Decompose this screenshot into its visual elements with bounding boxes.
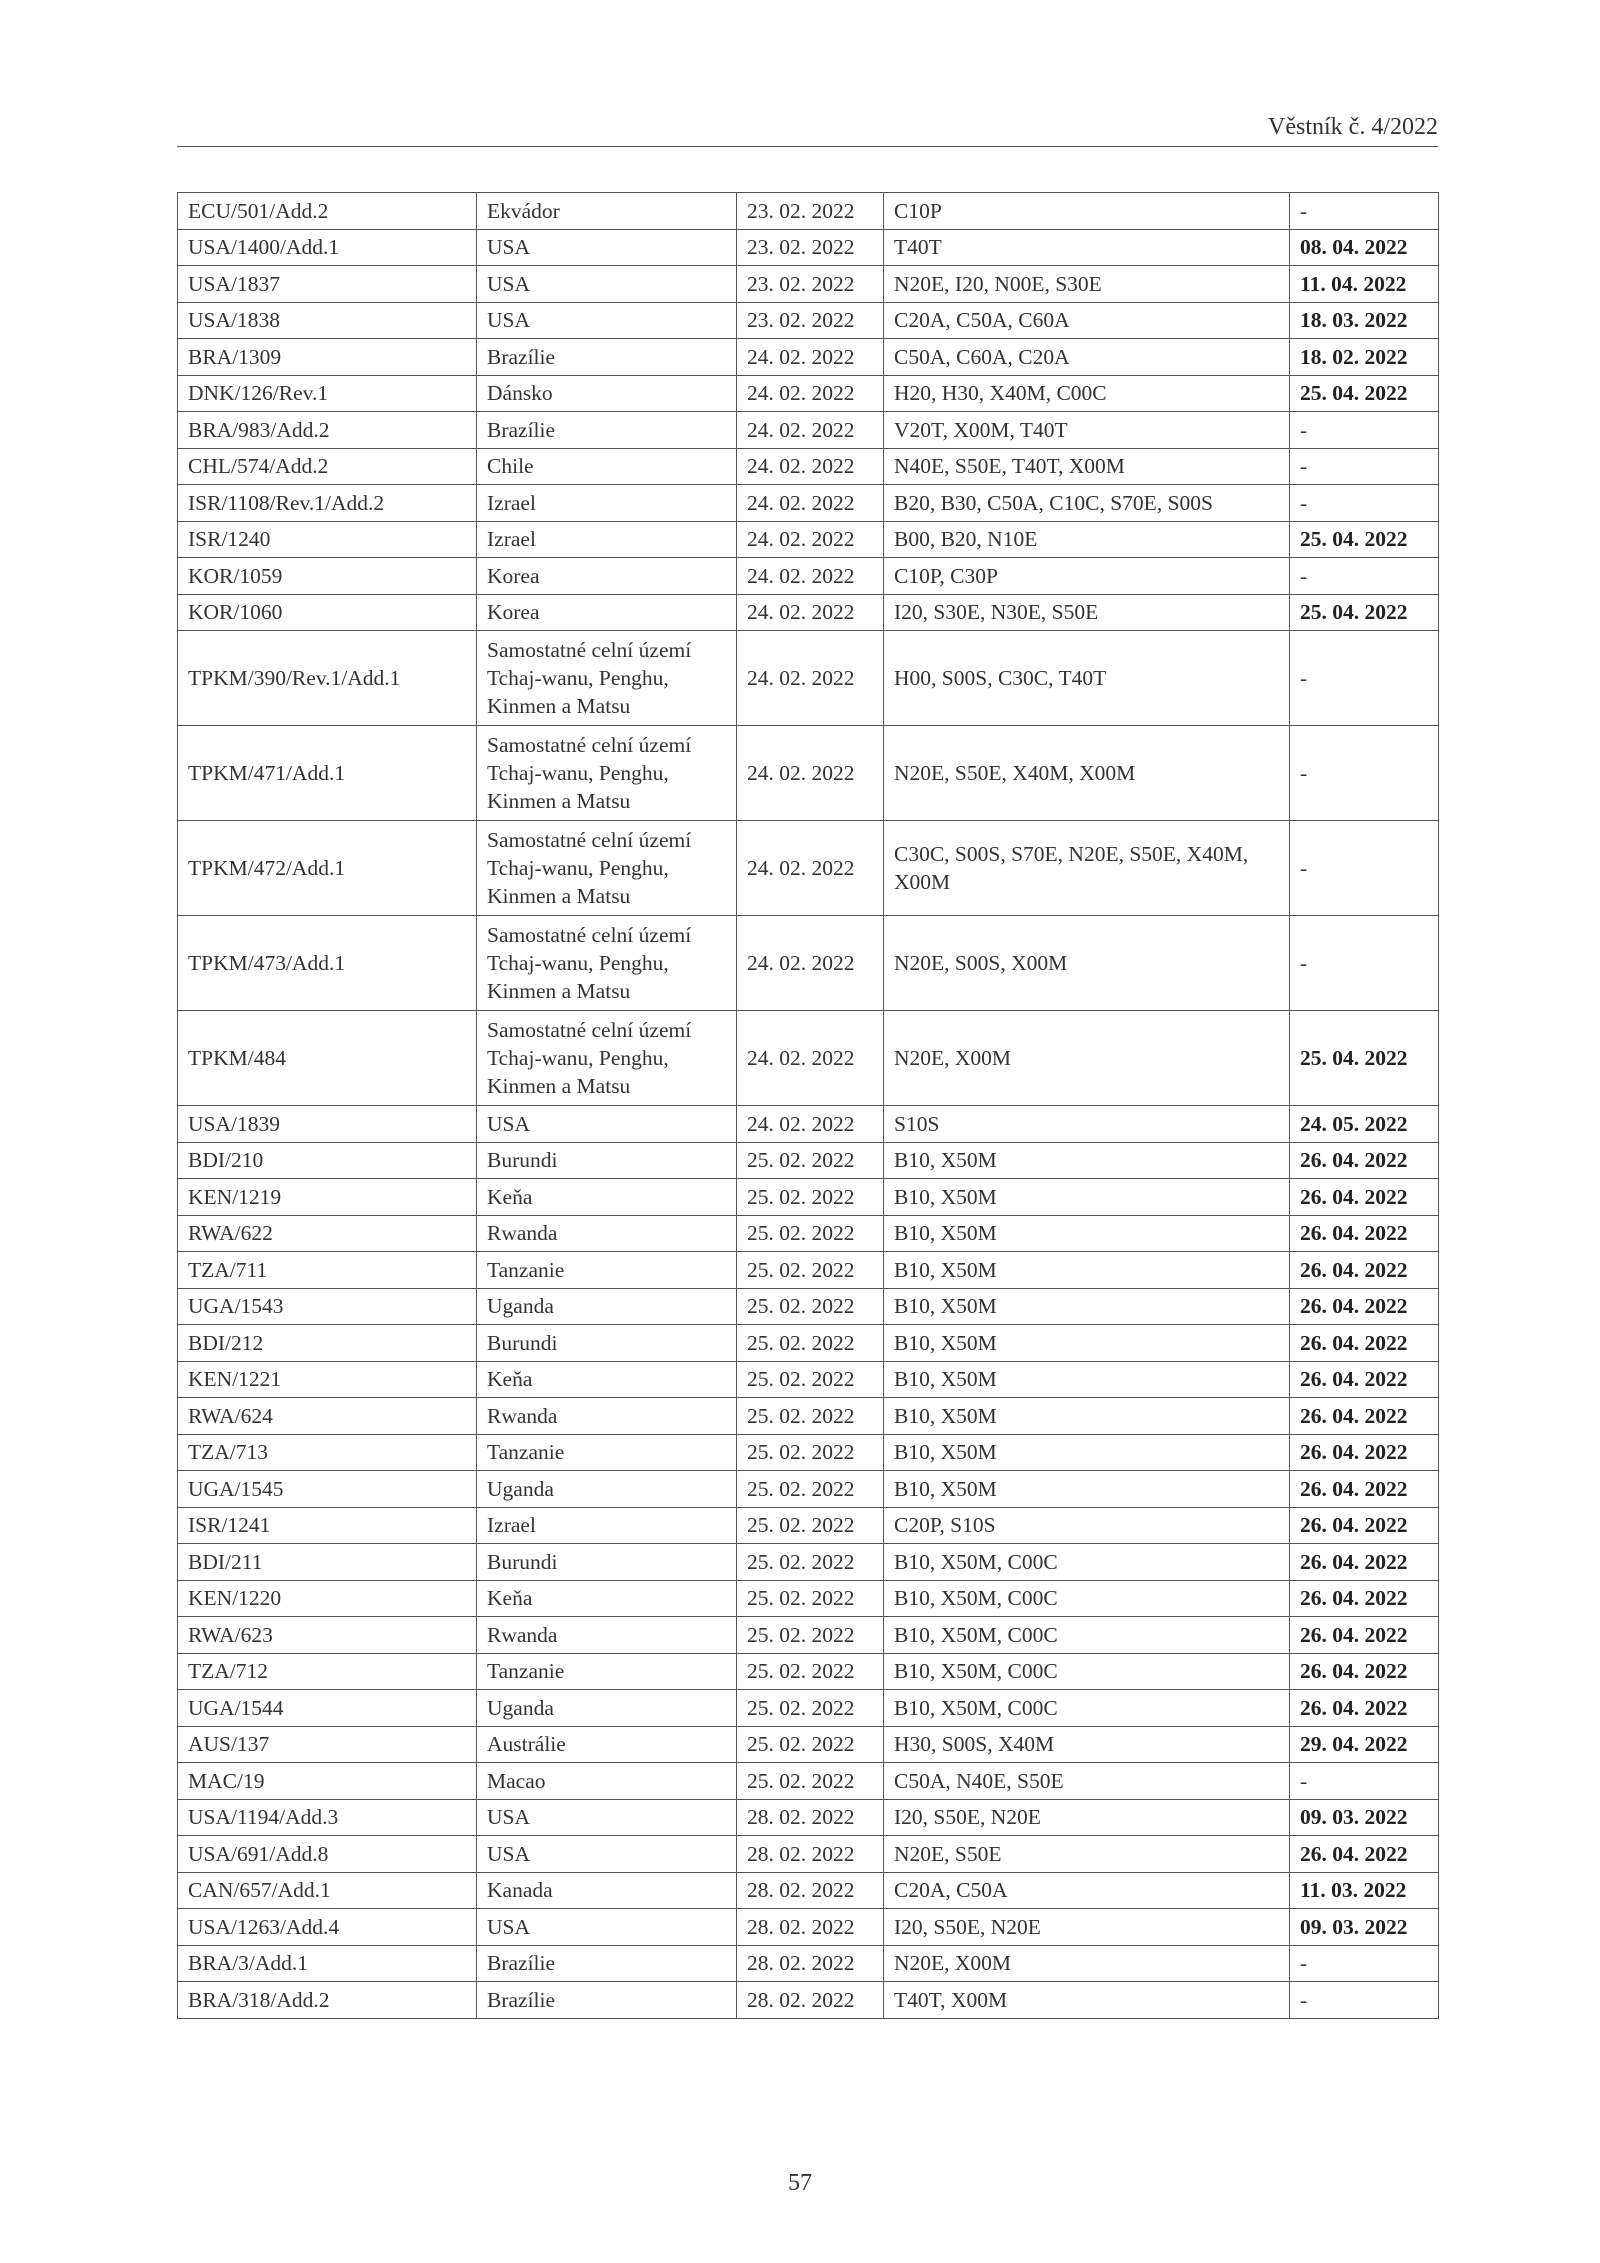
cell-codes: S10S: [884, 1106, 1290, 1143]
cell-codes: N20E, X00M: [884, 1945, 1290, 1982]
cell-codes: B10, X50M: [884, 1398, 1290, 1435]
cell-date: 25. 02. 2022: [737, 1398, 884, 1435]
cell-document-number: TZA/713: [178, 1434, 477, 1471]
cell-codes: C20A, C50A: [884, 1872, 1290, 1909]
cell-date: 25. 02. 2022: [737, 1544, 884, 1581]
cell-codes: B10, X50M: [884, 1325, 1290, 1362]
cell-document-number: UGA/1545: [178, 1471, 477, 1508]
cell-country: USA: [477, 229, 737, 266]
cell-codes: I20, S50E, N20E: [884, 1909, 1290, 1946]
cell-document-number: USA/1263/Add.4: [178, 1909, 477, 1946]
cell-document-number: USA/1194/Add.3: [178, 1799, 477, 1836]
cell-document-number: KOR/1059: [178, 558, 477, 595]
cell-country: USA: [477, 1836, 737, 1873]
cell-date: 24. 02. 2022: [737, 1106, 884, 1143]
cell-deadline: 26. 04. 2022: [1290, 1179, 1439, 1216]
cell-date: 25. 02. 2022: [737, 1288, 884, 1325]
cell-country: Keňa: [477, 1179, 737, 1216]
cell-date: 24. 02. 2022: [737, 594, 884, 631]
cell-deadline: 26. 04. 2022: [1290, 1617, 1439, 1654]
cell-codes: B10, X50M, C00C: [884, 1617, 1290, 1654]
cell-codes: H00, S00S, C30C, T40T: [884, 631, 1290, 726]
cell-deadline: -: [1290, 412, 1439, 449]
cell-deadline: 25. 04. 2022: [1290, 1011, 1439, 1106]
cell-date: 25. 02. 2022: [737, 1215, 884, 1252]
table-row: [178, 916, 1439, 1011]
page-header: [177, 110, 1438, 147]
cell-document-number: CAN/657/Add.1: [178, 1872, 477, 1909]
cell-codes: B10, X50M, C00C: [884, 1544, 1290, 1581]
cell-deadline: 24. 05. 2022: [1290, 1106, 1439, 1143]
cell-country: USA: [477, 1106, 737, 1143]
cell-date: 28. 02. 2022: [737, 1872, 884, 1909]
cell-country: Austrálie: [477, 1726, 737, 1763]
cell-deadline: 08. 04. 2022: [1290, 229, 1439, 266]
cell-deadline: 26. 04. 2022: [1290, 1507, 1439, 1544]
cell-codes: I20, S50E, N20E: [884, 1799, 1290, 1836]
cell-codes: B10, X50M: [884, 1142, 1290, 1179]
cell-country: Burundi: [477, 1544, 737, 1581]
table-row: [178, 1288, 1439, 1325]
cell-deadline: 26. 04. 2022: [1290, 1142, 1439, 1179]
cell-country: USA: [477, 302, 737, 339]
cell-date: 24. 02. 2022: [737, 521, 884, 558]
cell-date: 23. 02. 2022: [737, 229, 884, 266]
table-row: [178, 1507, 1439, 1544]
cell-deadline: 09. 03. 2022: [1290, 1909, 1439, 1946]
cell-document-number: UGA/1543: [178, 1288, 477, 1325]
cell-codes: T40T: [884, 229, 1290, 266]
cell-codes: B10, X50M: [884, 1252, 1290, 1289]
cell-deadline: 29. 04. 2022: [1290, 1726, 1439, 1763]
cell-date: 24. 02. 2022: [737, 339, 884, 376]
cell-deadline: -: [1290, 631, 1439, 726]
table-row: [178, 1580, 1439, 1617]
cell-document-number: USA/691/Add.8: [178, 1836, 477, 1873]
cell-country: Burundi: [477, 1325, 737, 1362]
cell-deadline: 18. 03. 2022: [1290, 302, 1439, 339]
cell-deadline: -: [1290, 448, 1439, 485]
cell-document-number: BRA/983/Add.2: [178, 412, 477, 449]
cell-deadline: 25. 04. 2022: [1290, 375, 1439, 412]
table-row: [178, 1690, 1439, 1727]
cell-country: Rwanda: [477, 1215, 737, 1252]
cell-document-number: USA/1837: [178, 266, 477, 303]
cell-date: 25. 02. 2022: [737, 1690, 884, 1727]
cell-document-number: BDI/212: [178, 1325, 477, 1362]
cell-document-number: TPKM/390/Rev.1/Add.1: [178, 631, 477, 726]
cell-deadline: -: [1290, 1763, 1439, 1800]
cell-date: 25. 02. 2022: [737, 1252, 884, 1289]
table-row: [178, 412, 1439, 449]
cell-country: Macao: [477, 1763, 737, 1800]
cell-document-number: USA/1839: [178, 1106, 477, 1143]
cell-codes: N20E, S50E, X40M, X00M: [884, 726, 1290, 821]
cell-date: 23. 02. 2022: [737, 193, 884, 230]
table-row: [178, 594, 1439, 631]
cell-deadline: 26. 04. 2022: [1290, 1544, 1439, 1581]
table-row: [178, 1325, 1439, 1362]
cell-date: 25. 02. 2022: [737, 1361, 884, 1398]
cell-codes: B10, X50M, C00C: [884, 1580, 1290, 1617]
cell-document-number: DNK/126/Rev.1: [178, 375, 477, 412]
cell-date: 24. 02. 2022: [737, 726, 884, 821]
cell-codes: H20, H30, X40M, C00C: [884, 375, 1290, 412]
cell-document-number: TPKM/484: [178, 1011, 477, 1106]
table-row: [178, 1836, 1439, 1873]
cell-country: Kanada: [477, 1872, 737, 1909]
table-body: [178, 193, 1439, 2019]
cell-date: 25. 02. 2022: [737, 1617, 884, 1654]
cell-date: 24. 02. 2022: [737, 1011, 884, 1106]
cell-document-number: BRA/318/Add.2: [178, 1982, 477, 2019]
cell-country: USA: [477, 266, 737, 303]
cell-codes: B10, X50M: [884, 1288, 1290, 1325]
table-row: [178, 1726, 1439, 1763]
cell-codes: C10P: [884, 193, 1290, 230]
cell-date: 24. 02. 2022: [737, 448, 884, 485]
cell-date: 28. 02. 2022: [737, 1799, 884, 1836]
cell-deadline: -: [1290, 1945, 1439, 1982]
table-row: [178, 1945, 1439, 1982]
cell-codes: C50A, N40E, S50E: [884, 1763, 1290, 1800]
cell-document-number: ECU/501/Add.2: [178, 193, 477, 230]
cell-deadline: 26. 04. 2022: [1290, 1361, 1439, 1398]
cell-document-number: TZA/711: [178, 1252, 477, 1289]
table-row: [178, 1434, 1439, 1471]
cell-codes: N20E, S50E: [884, 1836, 1290, 1873]
cell-date: 28. 02. 2022: [737, 1909, 884, 1946]
page-number: 57: [788, 2170, 812, 2196]
table-row: [178, 1215, 1439, 1252]
cell-date: 25. 02. 2022: [737, 1507, 884, 1544]
cell-country: Uganda: [477, 1288, 737, 1325]
cell-codes: C20P, S10S: [884, 1507, 1290, 1544]
table-row: [178, 1361, 1439, 1398]
table-row: [178, 485, 1439, 522]
cell-date: 24. 02. 2022: [737, 631, 884, 726]
cell-country: Ekvádor: [477, 193, 737, 230]
table-row: [178, 631, 1439, 726]
cell-document-number: ISR/1240: [178, 521, 477, 558]
cell-document-number: USA/1838: [178, 302, 477, 339]
cell-document-number: ISR/1241: [178, 1507, 477, 1544]
cell-date: 25. 02. 2022: [737, 1434, 884, 1471]
table-row: [178, 1909, 1439, 1946]
cell-date: 25. 02. 2022: [737, 1142, 884, 1179]
cell-codes: B10, X50M, C00C: [884, 1653, 1290, 1690]
cell-deadline: 26. 04. 2022: [1290, 1252, 1439, 1289]
cell-document-number: TPKM/473/Add.1: [178, 916, 477, 1011]
cell-date: 25. 02. 2022: [737, 1726, 884, 1763]
table-row: [178, 1653, 1439, 1690]
cell-country: Korea: [477, 594, 737, 631]
cell-deadline: -: [1290, 1982, 1439, 2019]
cell-codes: B10, X50M: [884, 1179, 1290, 1216]
cell-deadline: -: [1290, 558, 1439, 595]
cell-date: 24. 02. 2022: [737, 821, 884, 916]
cell-codes: N20E, X00M: [884, 1011, 1290, 1106]
cell-document-number: BDI/210: [178, 1142, 477, 1179]
cell-deadline: 26. 04. 2022: [1290, 1690, 1439, 1727]
cell-deadline: 26. 04. 2022: [1290, 1398, 1439, 1435]
cell-document-number: TPKM/472/Add.1: [178, 821, 477, 916]
cell-date: 24. 02. 2022: [737, 375, 884, 412]
table-row: [178, 193, 1439, 230]
cell-country: Izrael: [477, 485, 737, 522]
cell-country: Brazílie: [477, 1982, 737, 2019]
cell-document-number: BDI/211: [178, 1544, 477, 1581]
cell-date: 25. 02. 2022: [737, 1179, 884, 1216]
cell-deadline: 26. 04. 2022: [1290, 1653, 1439, 1690]
table-row: [178, 339, 1439, 376]
cell-document-number: BRA/1309: [178, 339, 477, 376]
cell-deadline: 26. 04. 2022: [1290, 1215, 1439, 1252]
table-row: [178, 229, 1439, 266]
table-row: [178, 1252, 1439, 1289]
cell-country: Tanzanie: [477, 1252, 737, 1289]
cell-document-number: KEN/1221: [178, 1361, 477, 1398]
table-row: [178, 1398, 1439, 1435]
table-row: [178, 821, 1439, 916]
table-row: [178, 558, 1439, 595]
table-row: [178, 1617, 1439, 1654]
cell-deadline: 18. 02. 2022: [1290, 339, 1439, 376]
cell-country: Brazílie: [477, 339, 737, 376]
cell-country: Brazílie: [477, 1945, 737, 1982]
cell-country: Izrael: [477, 1507, 737, 1544]
cell-codes: C30C, S00S, S70E, N20E, S50E, X40M, X00M: [884, 821, 1290, 916]
table-row: [178, 1872, 1439, 1909]
cell-country: Izrael: [477, 521, 737, 558]
table-row: [178, 1763, 1439, 1800]
cell-deadline: 26. 04. 2022: [1290, 1580, 1439, 1617]
cell-date: 24. 02. 2022: [737, 412, 884, 449]
cell-country: Samostatné celní území Tchaj-wanu, Penghu, Kinmen a Matsu: [477, 726, 737, 821]
cell-document-number: AUS/137: [178, 1726, 477, 1763]
cell-document-number: RWA/624: [178, 1398, 477, 1435]
cell-codes: T40T, X00M: [884, 1982, 1290, 2019]
cell-date: 25. 02. 2022: [737, 1763, 884, 1800]
cell-codes: B20, B30, C50A, C10C, S70E, S00S: [884, 485, 1290, 522]
cell-deadline: -: [1290, 726, 1439, 821]
cell-country: Rwanda: [477, 1398, 737, 1435]
cell-deadline: 25. 04. 2022: [1290, 521, 1439, 558]
cell-country: Samostatné celní území Tchaj-wanu, Penghu, Kinmen a Matsu: [477, 916, 737, 1011]
cell-date: 23. 02. 2022: [737, 302, 884, 339]
table-row: [178, 1106, 1439, 1143]
table-row: [178, 1011, 1439, 1106]
table-row: [178, 521, 1439, 558]
table-row: [178, 1982, 1439, 2019]
cell-document-number: BRA/3/Add.1: [178, 1945, 477, 1982]
cell-date: 28. 02. 2022: [737, 1982, 884, 2019]
cell-date: 25. 02. 2022: [737, 1471, 884, 1508]
cell-deadline: 26. 04. 2022: [1290, 1325, 1439, 1362]
cell-document-number: KOR/1060: [178, 594, 477, 631]
cell-country: Chile: [477, 448, 737, 485]
cell-codes: C20A, C50A, C60A: [884, 302, 1290, 339]
cell-codes: B10, X50M: [884, 1471, 1290, 1508]
cell-date: 25. 02. 2022: [737, 1580, 884, 1617]
cell-country: USA: [477, 1909, 737, 1946]
cell-deadline: 09. 03. 2022: [1290, 1799, 1439, 1836]
cell-codes: B00, B20, N10E: [884, 521, 1290, 558]
cell-deadline: 11. 03. 2022: [1290, 1872, 1439, 1909]
cell-country: Burundi: [477, 1142, 737, 1179]
cell-codes: V20T, X00M, T40T: [884, 412, 1290, 449]
cell-document-number: USA/1400/Add.1: [178, 229, 477, 266]
cell-country: Keňa: [477, 1580, 737, 1617]
cell-document-number: ISR/1108/Rev.1/Add.2: [178, 485, 477, 522]
cell-country: Uganda: [477, 1690, 737, 1727]
cell-country: Rwanda: [477, 1617, 737, 1654]
cell-document-number: TZA/712: [178, 1653, 477, 1690]
table-row: [178, 302, 1439, 339]
cell-codes: B10, X50M: [884, 1434, 1290, 1471]
cell-codes: B10, X50M: [884, 1215, 1290, 1252]
cell-country: Tanzanie: [477, 1434, 737, 1471]
cell-deadline: -: [1290, 485, 1439, 522]
cell-deadline: 26. 04. 2022: [1290, 1836, 1439, 1873]
cell-country: Keňa: [477, 1361, 737, 1398]
cell-country: Samostatné celní území Tchaj-wanu, Penghu, Kinmen a Matsu: [477, 631, 737, 726]
cell-country: Uganda: [477, 1471, 737, 1508]
table-row: [178, 1471, 1439, 1508]
cell-country: Samostatné celní území Tchaj-wanu, Penghu, Kinmen a Matsu: [477, 821, 737, 916]
cell-deadline: -: [1290, 193, 1439, 230]
cell-deadline: -: [1290, 821, 1439, 916]
cell-document-number: RWA/622: [178, 1215, 477, 1252]
cell-document-number: UGA/1544: [178, 1690, 477, 1727]
cell-country: Brazílie: [477, 412, 737, 449]
cell-codes: B10, X50M: [884, 1361, 1290, 1398]
cell-document-number: TPKM/471/Add.1: [178, 726, 477, 821]
table-row: [178, 375, 1439, 412]
cell-date: 24. 02. 2022: [737, 558, 884, 595]
table-row: [178, 1799, 1439, 1836]
cell-country: Samostatné celní území Tchaj-wanu, Penghu, Kinmen a Matsu: [477, 1011, 737, 1106]
cell-deadline: 11. 04. 2022: [1290, 266, 1439, 303]
cell-country: Dánsko: [477, 375, 737, 412]
cell-date: 24. 02. 2022: [737, 485, 884, 522]
cell-document-number: RWA/623: [178, 1617, 477, 1654]
cell-country: Tanzanie: [477, 1653, 737, 1690]
cell-country: Korea: [477, 558, 737, 595]
cell-document-number: MAC/19: [178, 1763, 477, 1800]
table-row: [178, 266, 1439, 303]
cell-deadline: 26. 04. 2022: [1290, 1471, 1439, 1508]
cell-codes: N20E, S00S, X00M: [884, 916, 1290, 1011]
cell-deadline: -: [1290, 916, 1439, 1011]
cell-codes: I20, S30E, N30E, S50E: [884, 594, 1290, 631]
cell-date: 28. 02. 2022: [737, 1945, 884, 1982]
bulletin-title: Věstník č. 4/2022: [1268, 114, 1438, 140]
cell-date: 25. 02. 2022: [737, 1653, 884, 1690]
table-row: [178, 1544, 1439, 1581]
cell-date: 25. 02. 2022: [737, 1325, 884, 1362]
table-row: [178, 448, 1439, 485]
cell-deadline: 25. 04. 2022: [1290, 594, 1439, 631]
cell-document-number: KEN/1220: [178, 1580, 477, 1617]
cell-document-number: CHL/574/Add.2: [178, 448, 477, 485]
cell-date: 28. 02. 2022: [737, 1836, 884, 1873]
cell-codes: C10P, C30P: [884, 558, 1290, 595]
cell-codes: C50A, C60A, C20A: [884, 339, 1290, 376]
cell-country: USA: [477, 1799, 737, 1836]
cell-document-number: KEN/1219: [178, 1179, 477, 1216]
cell-deadline: 26. 04. 2022: [1290, 1288, 1439, 1325]
table-row: [178, 1179, 1439, 1216]
cell-date: 23. 02. 2022: [737, 266, 884, 303]
table-row: [178, 1142, 1439, 1179]
cell-codes: H30, S00S, X40M: [884, 1726, 1290, 1763]
cell-codes: B10, X50M, C00C: [884, 1690, 1290, 1727]
cell-codes: N20E, I20, N00E, S30E: [884, 266, 1290, 303]
notifications-table: [177, 192, 1439, 2019]
table-row: [178, 726, 1439, 821]
cell-codes: N40E, S50E, T40T, X00M: [884, 448, 1290, 485]
cell-date: 24. 02. 2022: [737, 916, 884, 1011]
cell-deadline: 26. 04. 2022: [1290, 1434, 1439, 1471]
